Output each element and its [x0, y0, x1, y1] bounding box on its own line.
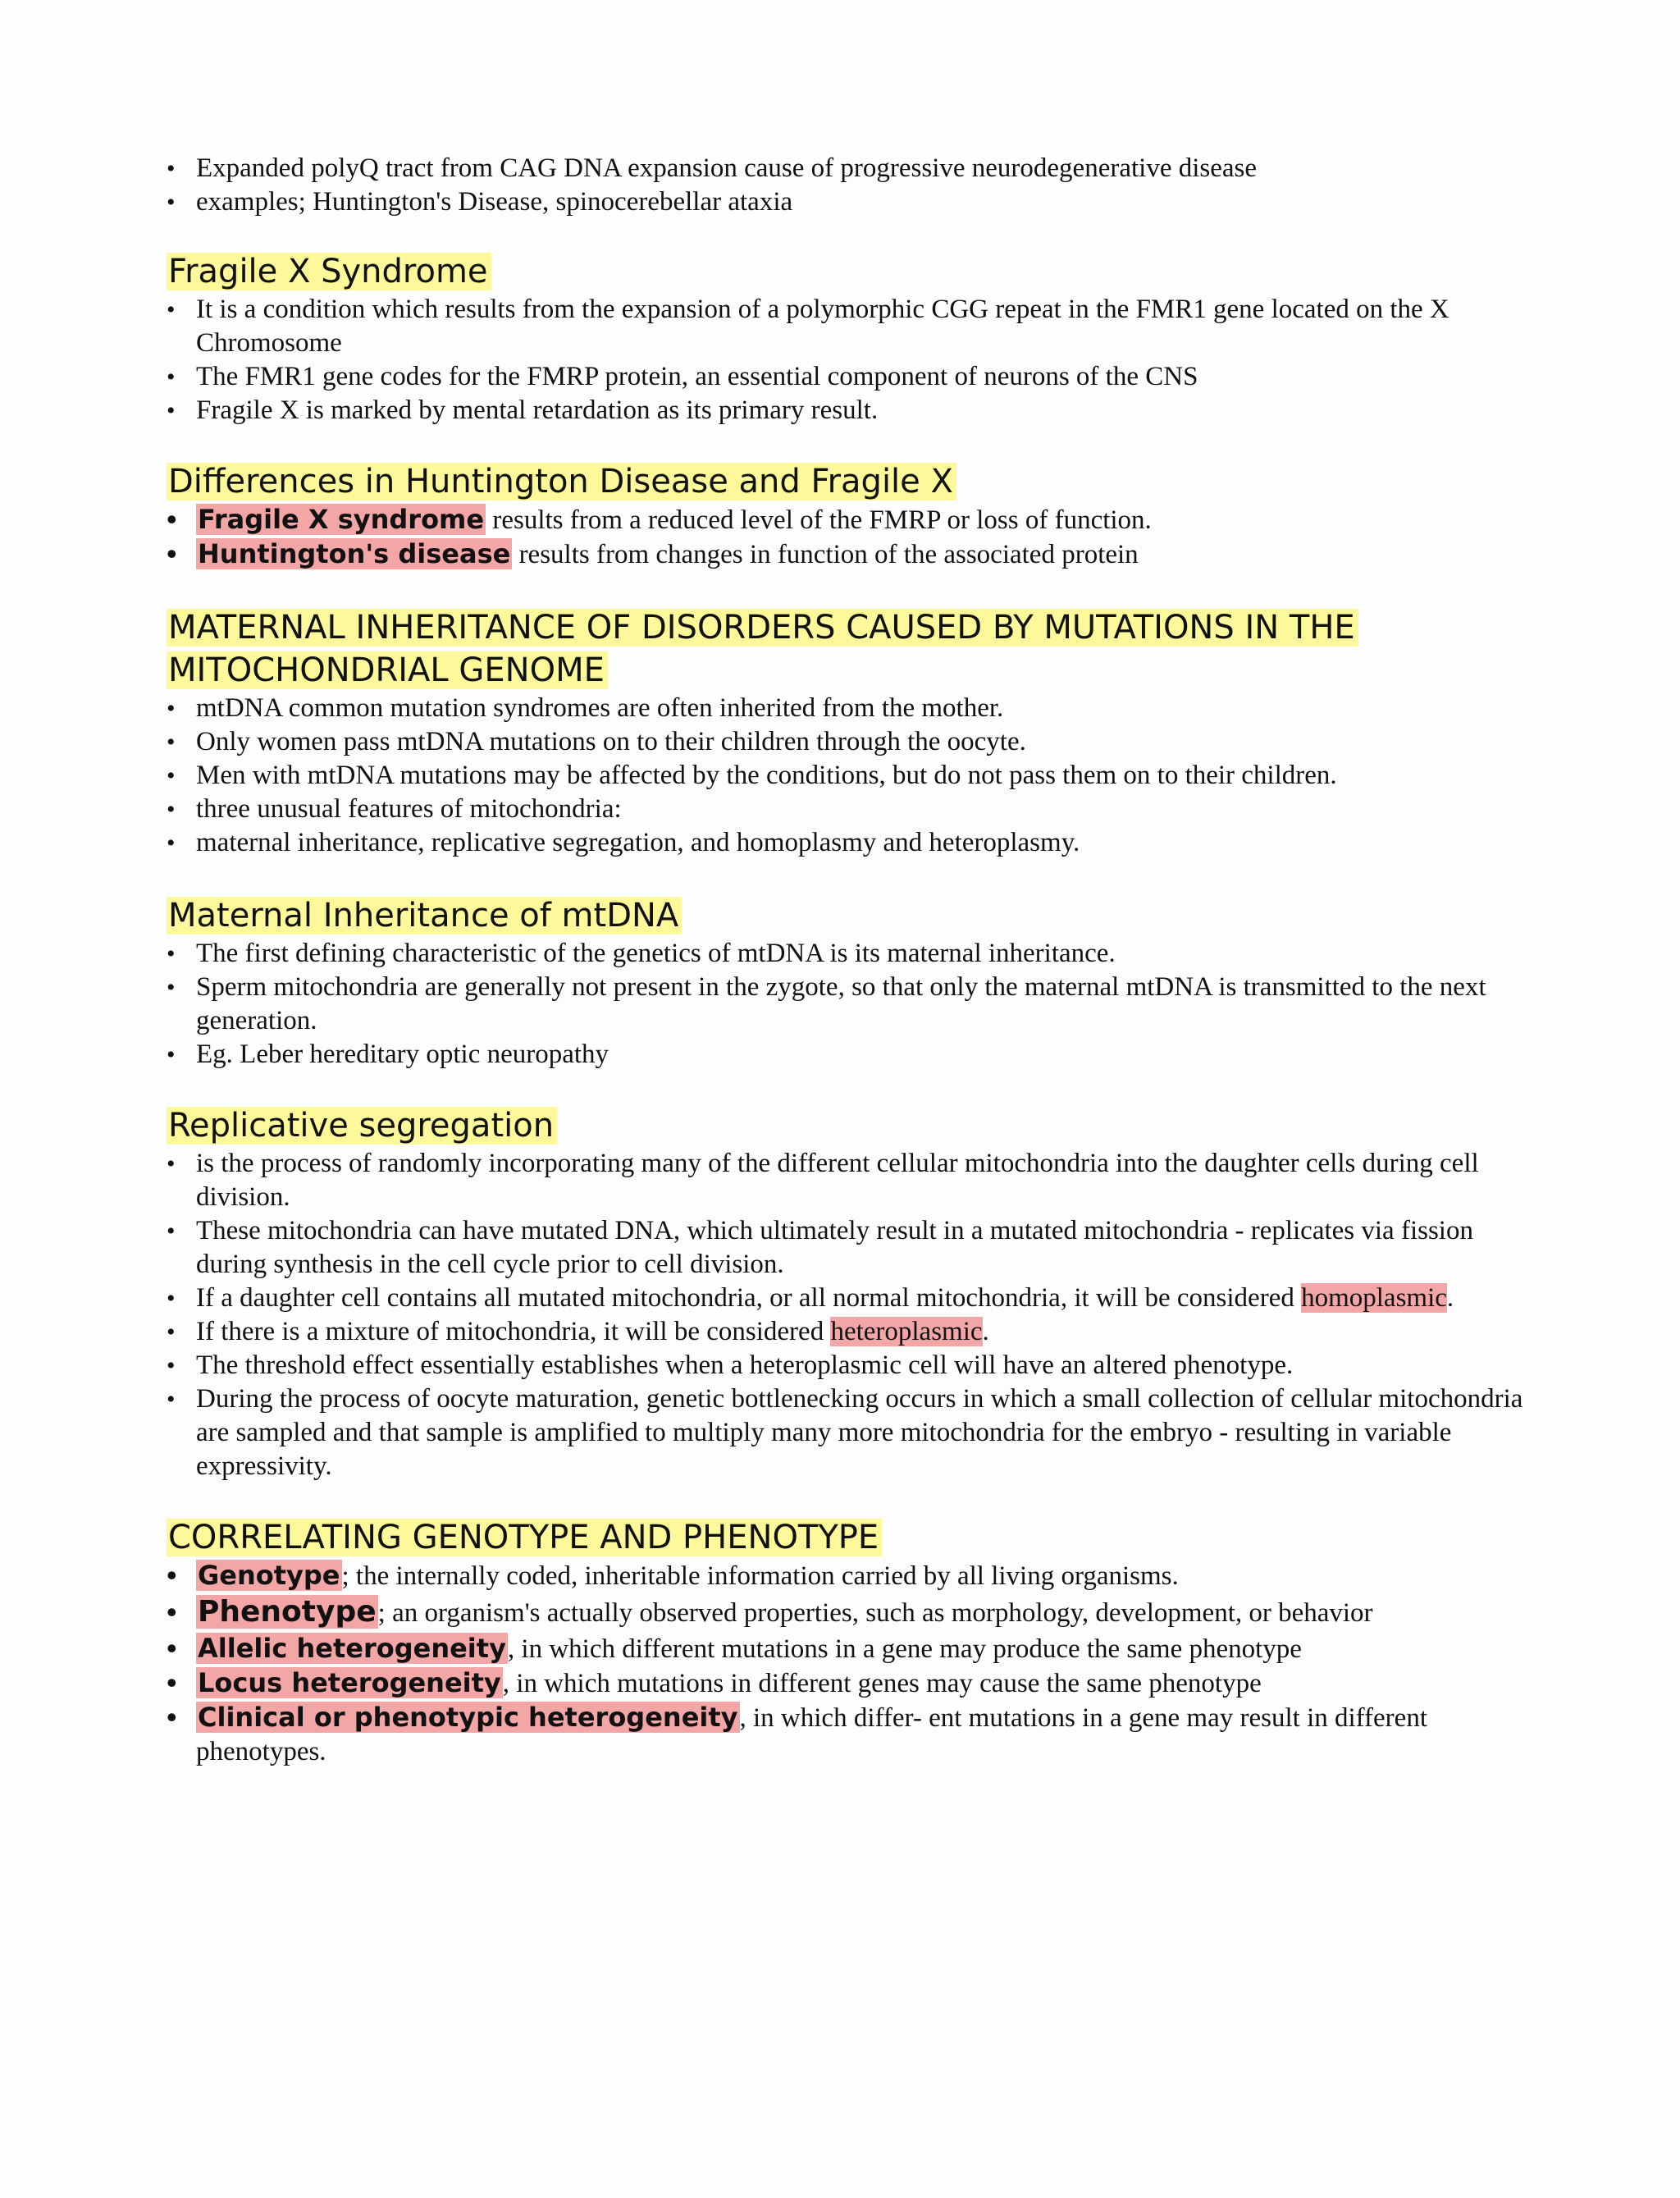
highlighted-word: homoplasmic — [1301, 1283, 1447, 1313]
list-item: • The threshold effect essentially establishes when a heteroplasmic cell will have an altered phenotype. — [167, 1349, 1528, 1382]
replicative-list — [167, 1147, 1528, 1483]
heading-text: Differences in Huntington Disease and Fragile X — [167, 463, 956, 500]
section-heading — [167, 1104, 1528, 1147]
list-item: • Men with mtDNA mutations may be affected by the conditions, but do not pass them on to their children. — [167, 759, 1528, 793]
section-heading — [167, 894, 1528, 937]
differences-list — [167, 503, 1528, 572]
list-item: • mtDNA common mutation syndromes are often inherited from the mother. — [167, 692, 1528, 725]
list-item: • three unusual features of mitochondria: — [167, 793, 1528, 826]
list-item: • is the process of randomly incorporating many of the different cellular mitochondria into the daughter cells during cell division. — [167, 1147, 1528, 1214]
correlating-section — [167, 1516, 1528, 1769]
list-item — [167, 1282, 1528, 1315]
highlighted-term: Fragile X syndrome — [198, 504, 485, 535]
heading-text: CORRELATING GENOTYPE AND PHENOTYPE — [167, 1519, 882, 1556]
list-item — [167, 537, 1528, 572]
item-text: . — [1446, 1283, 1454, 1313]
document-page — [167, 152, 1528, 1798]
section-heading — [167, 606, 1520, 692]
list-item: • The first defining characteristic of the genetics of mtDNA is its maternal inheritance. — [167, 937, 1528, 971]
intro-section — [167, 152, 1528, 219]
item-text: results from changes in function of the associated protein — [512, 540, 1139, 569]
heading-text: Replicative segregation — [167, 1107, 557, 1145]
list-item — [167, 1593, 1528, 1632]
fragile-x-list — [167, 293, 1528, 427]
list-item: • Fragile X is marked by mental retardation as its primary result. — [167, 394, 1528, 427]
highlighted-term: Locus heterogeneity — [198, 1667, 501, 1698]
list-item: • Sperm mitochondria are generally not present in the zygote, so that only the maternal mtDNA is transmitted to the next generation. — [167, 971, 1528, 1038]
item-text: If there is a mixture of mitochondria, it will be considered — [196, 1317, 831, 1346]
highlighted-term: Clinical or phenotypic heterogeneity — [198, 1702, 738, 1733]
list-item: • These mitochondria can have mutated DNA, which ultimately result in a mutated mitochondria - replicates via fission during synthesis in the cell cycle prior to cell division. — [167, 1214, 1528, 1282]
heading-text: Maternal Inheritance of mtDNA — [167, 897, 682, 934]
list-item — [167, 503, 1528, 537]
section-heading — [167, 250, 1528, 293]
section-heading — [167, 460, 1528, 503]
list-item: • Only women pass mtDNA mutations on to their children through the oocyte. — [167, 725, 1528, 759]
item-text: . — [982, 1317, 989, 1346]
maternal-section — [167, 606, 1528, 860]
differences-section — [167, 460, 1528, 572]
list-item: • Expanded polyQ tract from CAG DNA expansion cause of progressive neurodegenerative disease — [167, 152, 1528, 185]
list-item: • maternal inheritance, replicative segregation, and homoplasmy and heteroplasmy. — [167, 826, 1528, 860]
item-text: , in which different mutations in a gene may produce the same phenotype — [507, 1634, 1302, 1664]
correlating-list — [167, 1559, 1528, 1769]
item-text: ; the internally coded, inheritable information carried by all living organisms. — [341, 1561, 1179, 1591]
list-item: • During the process of oocyte maturation, genetic bottlenecking occurs in which a small collection of cellular mitochondria are sampled and that sample is amplified to multiply many more mitochondria for the embryo - resulting in variable expressivity. — [167, 1382, 1528, 1483]
intro-list — [167, 152, 1528, 219]
item-text: ; an organism's actually observed properties, such as morphology, development, or behavior — [377, 1598, 1373, 1628]
list-item: • examples; Huntington's Disease, spinocerebellar ataxia — [167, 185, 1528, 219]
maternal-list — [167, 692, 1528, 860]
maternal-mtdna-list — [167, 937, 1528, 1072]
list-item — [167, 1559, 1528, 1593]
item-text: results from a reduced level of the FMRP or loss of function. — [486, 505, 1152, 535]
heading-text: Fragile X Syndrome — [167, 253, 491, 290]
list-item — [167, 1315, 1528, 1349]
list-item — [167, 1632, 1528, 1666]
replicative-section — [167, 1104, 1528, 1483]
heading-text: MATERNAL INHERITANCE OF DISORDERS CAUSED BY MUTATIONS IN THE MITOCHONDRIAL GENOME — [167, 609, 1358, 689]
highlighted-term: Huntington's disease — [198, 538, 511, 569]
item-text: , in which differ- ent mutations in a gene may result in different phenotypes. — [196, 1703, 1427, 1766]
fragile-x-section — [167, 250, 1528, 427]
list-item: • It is a condition which results from the expansion of a polymorphic CGG repeat in the FMR1 gene located on the X Chromosome — [167, 293, 1528, 360]
highlighted-term: Genotype — [198, 1560, 340, 1591]
list-item — [167, 1666, 1528, 1701]
maternal-mtdna-section — [167, 894, 1528, 1072]
section-heading — [167, 1516, 1528, 1559]
list-item — [167, 1701, 1528, 1769]
highlighted-term: Allelic heterogeneity — [198, 1633, 506, 1664]
highlighted-word: heteroplasmic — [830, 1317, 983, 1346]
highlighted-term: Phenotype — [198, 1595, 377, 1629]
item-text: , in which mutations in different genes may cause the same phenotype — [502, 1669, 1262, 1698]
item-text: If a daughter cell contains all mutated mitochondria, or all normal mitochondria, it will be considered — [196, 1283, 1302, 1313]
list-item: • Eg. Leber hereditary optic neuropathy — [167, 1038, 1528, 1072]
list-item: • The FMR1 gene codes for the FMRP protein, an essential component of neurons of the CNS — [167, 360, 1528, 394]
